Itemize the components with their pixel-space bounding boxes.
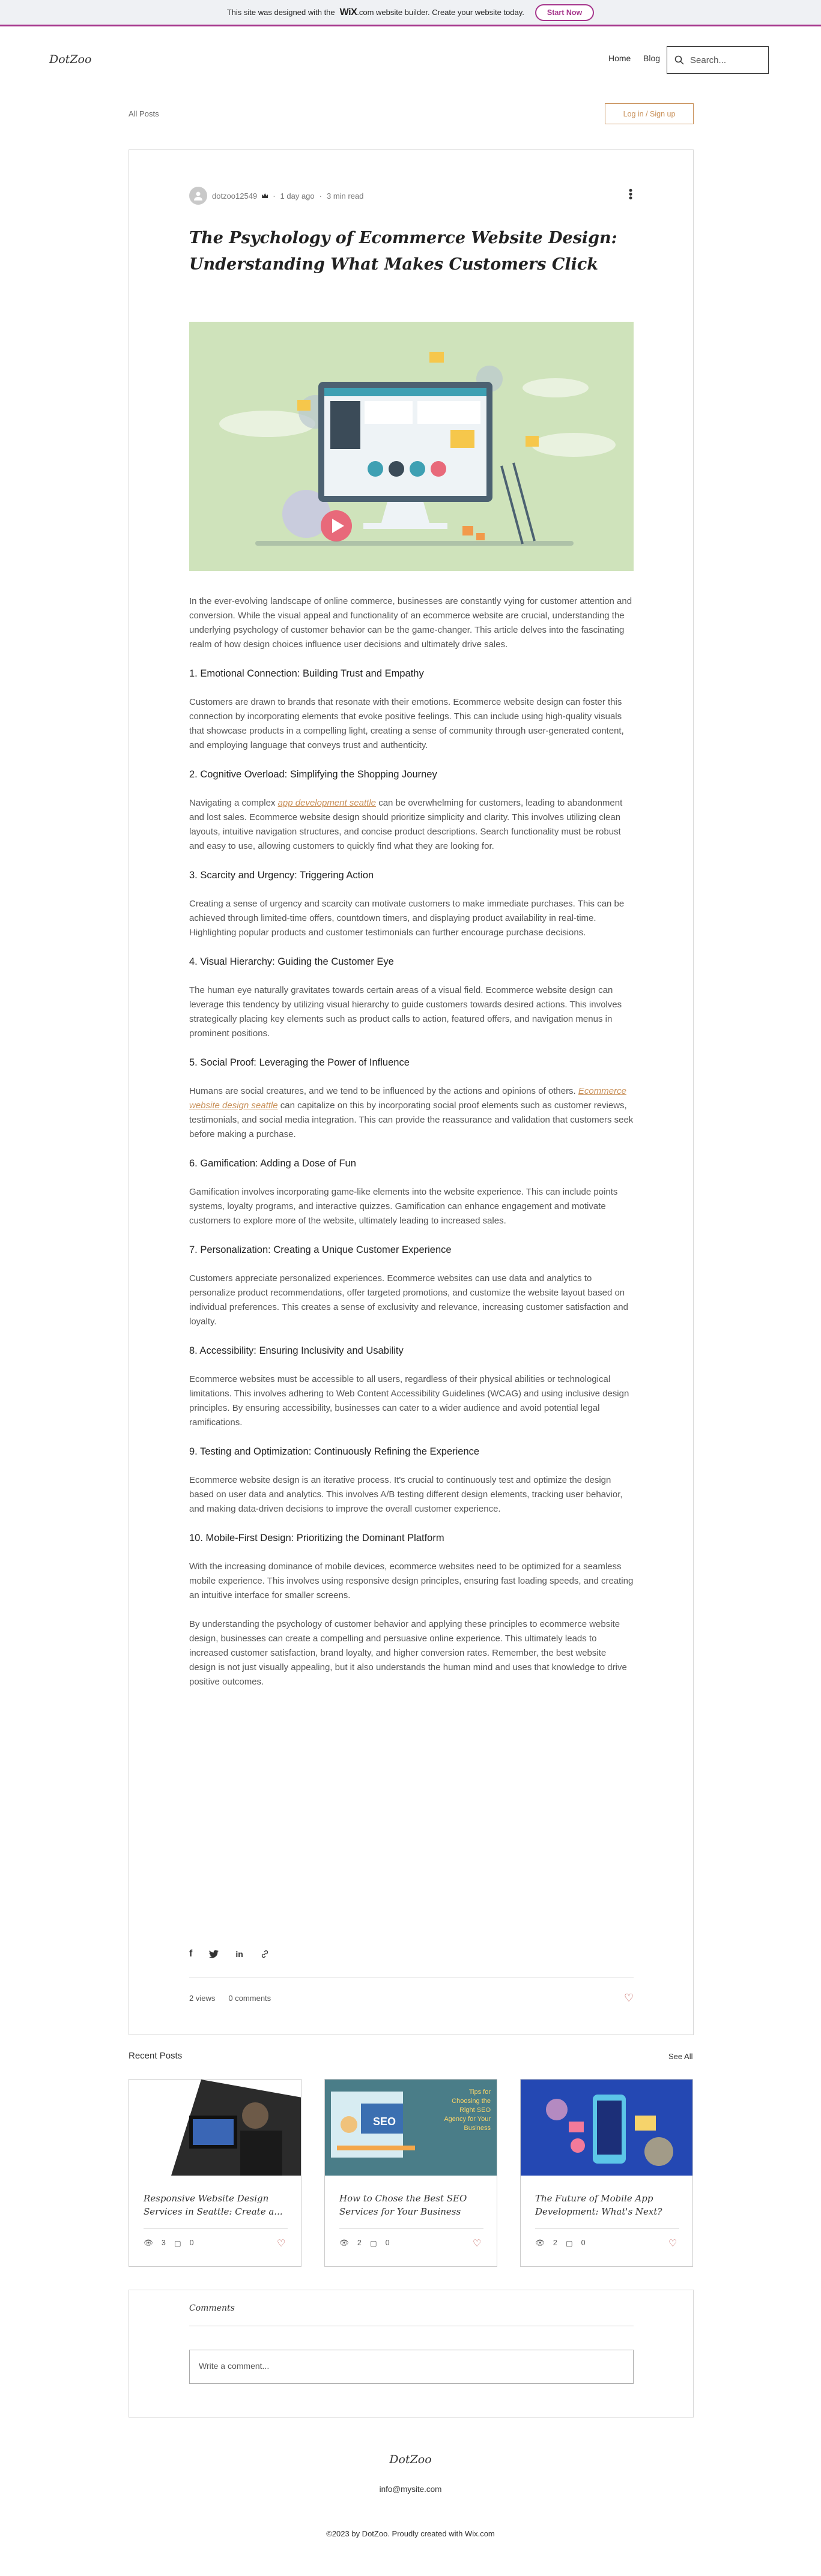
wix-banner-text-pre: This site was designed with the	[226, 8, 335, 17]
section-paragraph-9: Ecommerce website design is an iterative process. It's crucial to continuously test and optimize the design based on user data and analytics. This involves A/B testing different design elements, tracking user behavior, and making data-driven decisions to improve the overall customer experience.	[189, 1475, 623, 1514]
separator-dot: ·	[273, 191, 276, 201]
section-paragraph-6: Gamification involves incorporating game-like elements into the website experience. This can include points systems, loyalty programs, and interactive quizzes. Gamification can enhance engagement and motivate customers to explore more of the website, ultimately leading to increased sales.	[189, 1187, 618, 1226]
post-stats	[189, 1994, 271, 2003]
separator-dot: ·	[319, 191, 322, 201]
view-count: 2 views	[189, 1994, 216, 2003]
recent-post-views: 2	[357, 2239, 362, 2247]
author-name[interactable]: dotzoo12549	[212, 191, 258, 201]
avatar[interactable]	[189, 187, 207, 205]
post-author-line	[189, 187, 363, 205]
like-heart-icon[interactable]: ♡	[277, 2239, 286, 2249]
wix-banner-text-post: .com website builder. Create your website today.	[357, 7, 524, 17]
share-bar	[189, 1949, 270, 1959]
section-heading-4: 4. Visual Hierarchy: Guiding the Customer Eye	[189, 956, 394, 967]
section-paragraph-10: With the increasing dominance of mobile devices, ecommerce websites need to be optimized for a seamless mobile experience. This involves using responsive design principles, ensuring fast loading speeds, and creating an intuitive interface for smaller screens.	[189, 1561, 634, 1600]
recent-post-card[interactable]	[324, 2079, 497, 2267]
footer-copyright: ©2023 by DotZoo. Proudly created with Wix.com	[326, 2529, 495, 2538]
search-icon	[674, 55, 684, 65]
recent-post-card[interactable]	[520, 2079, 693, 2267]
nav-blog[interactable]: Blog	[643, 53, 661, 63]
read-time: 3 min read	[326, 191, 364, 201]
section-paragraph-2: Navigating a complex app development seattle can be overwhelming for customers, leading to abandonment and lost sales. Ecommerce website design should prioritize simplicity and clarity. This involves utilizing clean layouts, intuitive navigation structures, and concise product descriptions. Search functionality must be robust and easy to use, allowing customers to quickly find what they are looking for.	[189, 798, 623, 851]
app-development-link[interactable]: app development seattle	[277, 798, 377, 808]
post-title: The Psychology of Ecommerce Website Design: Understanding What Makes Customers Click	[189, 229, 617, 274]
recent-post-card[interactable]	[129, 2079, 301, 2267]
section-paragraph-5: Humans are social creatures, and we tend to be influenced by the actions and opinions of others. Ecommerce website design seattle can capitalize on this by incorporating social proof elements such as customer reviews, testimonials, and social media integration. This can provide the reassurance and validation that customers seek before making a purchase.	[189, 1086, 634, 1139]
recent-post-image[interactable]	[521, 2080, 692, 2176]
hero-image	[189, 322, 634, 571]
intro-paragraph: In the ever-evolving landscape of online commerce, businesses are constantly vying for customer attention and conversion. While the visual appeal and functionality of an ecommerce website are crucial, understanding the underlying psychology of customer behavior can be the game-changer. This article delves into the fascinating realm of how design choices influence user decisions and ultimately drive sales.	[189, 596, 632, 650]
recent-post-comments: 0	[385, 2239, 390, 2247]
section-heading-10: 10. Mobile-First Design: Prioritizing the Dominant Platform	[189, 1533, 444, 1543]
section-heading-3: 3. Scarcity and Urgency: Triggering Action	[189, 870, 374, 881]
comments-section	[129, 2290, 694, 2418]
link-icon[interactable]	[260, 1949, 270, 1959]
login-signup-button[interactable]: Log in / Sign up	[605, 103, 694, 124]
divider	[535, 2228, 679, 2229]
recent-post-stats	[339, 2239, 390, 2248]
recent-post-title[interactable]: How to Chose the Best SEO Services for Your Business	[339, 2193, 467, 2217]
ecommerce-design-link[interactable]: Ecommerce website design seattle	[189, 1086, 626, 1111]
comment-icon: ▢	[565, 2239, 573, 2248]
footer-logo[interactable]: DotZoo	[389, 2453, 432, 2466]
like-heart-icon[interactable]: ♡	[668, 2239, 677, 2249]
conclusion-paragraph: By understanding the psychology of customer behavior and applying these principles to ecommerce website design, businesses can create a compelling and persuasive online experience. This ultimately leads to increased customer satisfaction, brand loyalty, and higher conversion rates. Remember, the best website design is not just visually appealing, but it also understands the human mind and uses that knowledge to drive positive outcomes.	[189, 1619, 627, 1687]
site-header	[0, 28, 821, 94]
start-now-button[interactable]: Start Now	[535, 4, 594, 21]
section-heading-5: 5. Social Proof: Leveraging the Power of Influence	[189, 1057, 410, 1068]
post-body	[189, 594, 634, 1704]
wix-logo[interactable]: WiX	[339, 7, 357, 17]
post-card	[129, 149, 694, 2035]
like-heart-icon[interactable]: ♡	[473, 2239, 482, 2249]
comment-icon: ▢	[369, 2239, 377, 2248]
recent-post-image[interactable]	[129, 2080, 301, 2176]
wix-banner	[0, 0, 821, 26]
see-all-link[interactable]: See All	[668, 2052, 693, 2061]
eye-icon: 👁	[144, 2239, 153, 2247]
footer-email[interactable]: info@mysite.com	[379, 2485, 442, 2494]
recent-post-image[interactable]	[325, 2080, 497, 2176]
section-heading-7: 7. Personalization: Creating a Unique Customer Experience	[189, 1244, 452, 1255]
recent-post-title[interactable]: The Future of Mobile App Development: What's Next?	[535, 2193, 662, 2217]
recent-post-views: 2	[553, 2239, 557, 2247]
section-heading-2: 2. Cognitive Overload: Simplifying the Shopping Journey	[189, 769, 437, 780]
comment-input[interactable]: Write a comment...	[189, 2350, 634, 2384]
section-paragraph-7: Customers appreciate personalized experiences. Ecommerce websites can use data and analytics to personalize product recommendations, offer targeted promotions, and customize the website layout based on individual preferences. This creates a sense of exclusivity and relevance, increasing customer satisfaction and loyalty.	[189, 1273, 628, 1327]
section-paragraph-3: Creating a sense of urgency and scarcity can motivate customers to make immediate purchases. This can be achieved through limited-time offers, countdown timers, and displaying product availability in real-time. Highlighting popular products and customer testimonials can further encourage purchase decisions.	[189, 899, 625, 938]
more-options-icon[interactable]: •••	[625, 189, 637, 200]
recent-post-stats	[144, 2239, 194, 2248]
post-date: 1 day ago	[280, 191, 315, 201]
recent-post-title[interactable]: Responsive Website Design Services in Seattle: Create a...	[144, 2193, 283, 2217]
twitter-icon[interactable]	[209, 1950, 219, 1958]
section-heading-1: 1. Emotional Connection: Building Trust and Empathy	[189, 668, 424, 679]
section-paragraph-8: Ecommerce websites must be accessible to all users, regardless of their physical abilities or technological limitations. This involves adhering to Web Content Accessibility Guidelines (WCAG) and using inclusive design principles. By ensuring accessibility, businesses can cater to a wider audience and avoid potential legal ramifications.	[189, 1374, 629, 1428]
user-icon	[193, 191, 203, 201]
recent-post-comments: 0	[189, 2239, 194, 2247]
section-paragraph-1: Customers are drawn to brands that resonate with their emotions. Ecommerce website design can foster this connection by incorporating elements that evoke positive feelings. This can include using high-quality visuals that showcase products in a compelling light, creating a sense of community through user-generated content, and employing language that conveys trust and authenticity.	[189, 697, 624, 750]
like-heart-icon[interactable]: ♡	[624, 1992, 634, 2004]
section-paragraph-4: The human eye naturally gravitates towards certain areas of a visual field. Ecommerce website design can leverage this tendency by utilizing visual hierarchy to guide customers towards desired actions. This involves strategically placing key elements such as product calls to action, featured offers, and navigation menus in prominent positions.	[189, 985, 622, 1039]
comments-label: Comments	[189, 2303, 235, 2313]
comment-icon: ▢	[174, 2239, 181, 2248]
search-placeholder: Search...	[690, 55, 727, 65]
divider	[144, 2228, 288, 2229]
recent-post-stats	[535, 2239, 586, 2248]
nav-home[interactable]: Home	[608, 53, 631, 63]
site-logo[interactable]: DotZoo	[49, 53, 92, 66]
seo-badge: SEO	[373, 2116, 396, 2128]
section-heading-8: 8. Accessibility: Ensuring Inclusivity and Usability	[189, 1345, 404, 1356]
facebook-icon[interactable]: f	[189, 1949, 193, 1959]
comment-count[interactable]: 0 comments	[228, 1994, 271, 2003]
section-heading-6: 6. Gamification: Adding a Dose of Fun	[189, 1158, 356, 1169]
recent-post-views: 3	[161, 2239, 166, 2247]
eye-icon: 👁	[339, 2239, 349, 2247]
divider	[339, 2228, 483, 2229]
recent-posts-label: Recent Posts	[129, 2051, 183, 2061]
recent-post-image-caption: Tips for Choosing the Right SEO Agency for Your Business	[444, 2089, 491, 2132]
linkedin-icon[interactable]: in	[235, 1949, 243, 1959]
recent-post-comments: 0	[581, 2239, 586, 2247]
eye-icon: 👁	[535, 2239, 545, 2247]
crown-icon	[262, 193, 268, 198]
all-posts-link[interactable]: All Posts	[129, 109, 159, 118]
section-heading-9: 9. Testing and Optimization: Continuously Refining the Experience	[189, 1446, 480, 1457]
search-input[interactable]	[667, 46, 769, 74]
